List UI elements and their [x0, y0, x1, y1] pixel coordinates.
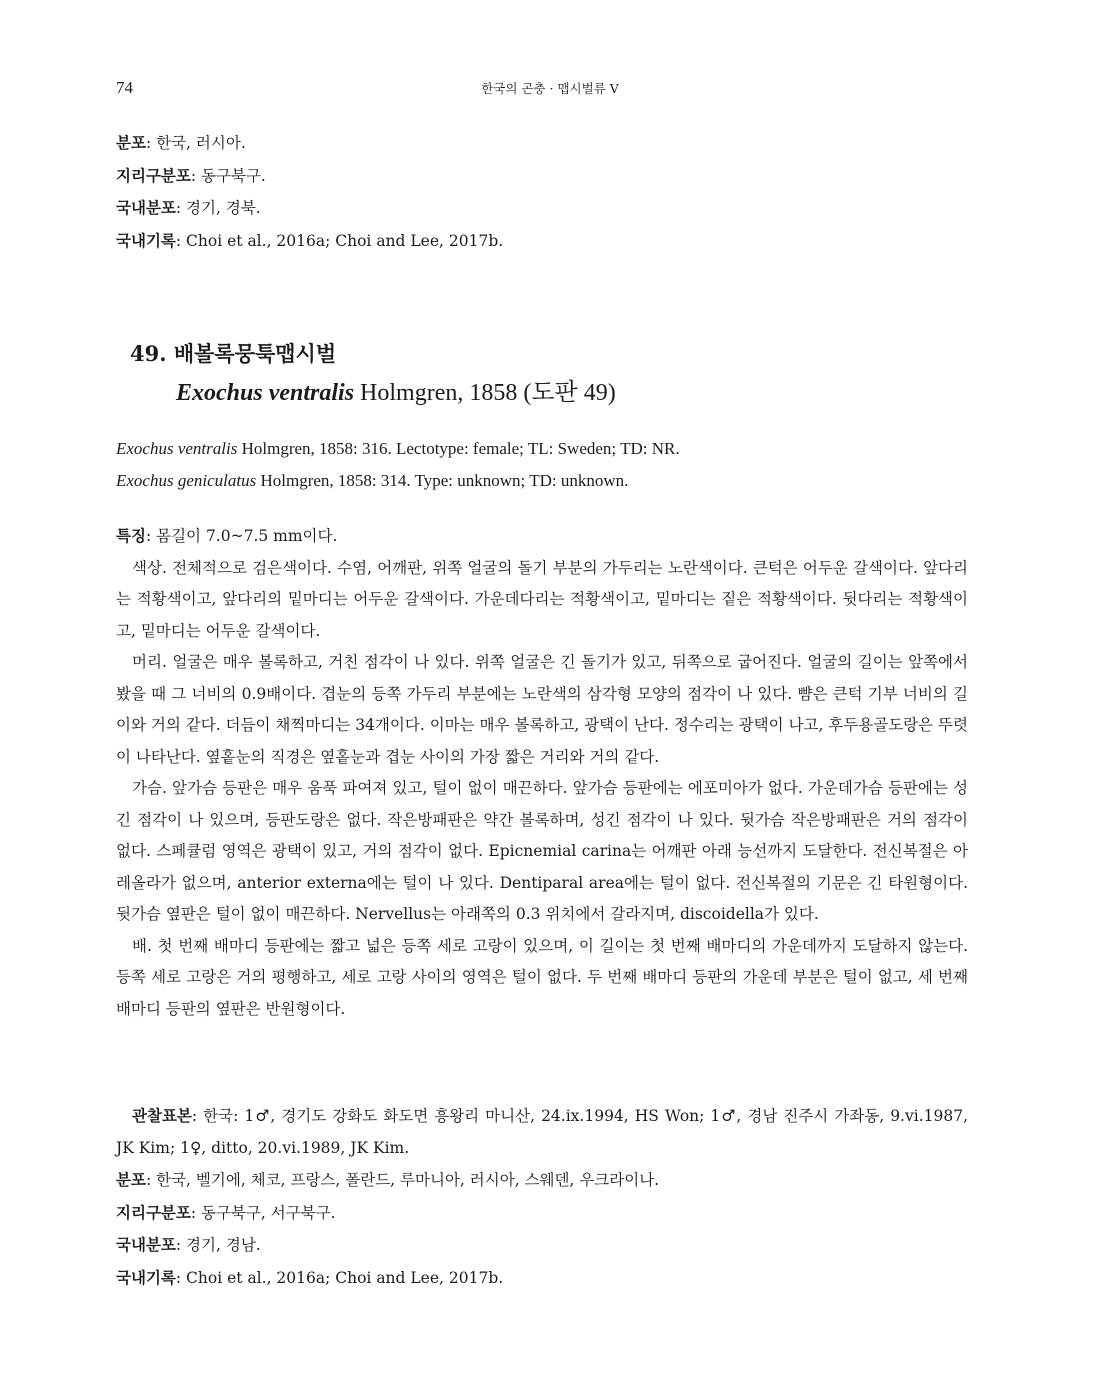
synonym-item: Exochus geniculatus Holmgren, 1858: 314. Type: unknown; TD: unknown. — [116, 470, 629, 490]
prev-zoogeo-distribution: 지리구분포: 동구북구. — [116, 165, 266, 185]
material-distribution — [116, 1100, 968, 1294]
domestic-distribution: 국내분포: 경기, 경남. — [116, 1235, 261, 1254]
synonym-item: Exochus ventralis Holmgren, 1858: 316. Lectotype: female; TL: Sweden; TD: NR. — [116, 439, 680, 458]
species-heading: 49. 배볼록뭉툭맵시벌 — [130, 341, 337, 366]
species-scientific-name: Exochus ventralis Holmgren, 1858 (도판 49) — [176, 380, 616, 406]
distribution: 분포: 한국, 벨기에, 체코, 프랑스, 폴란드, 루마니아, 러시아, 스웨덴, 우크라이나. — [116, 1170, 660, 1189]
domestic-records: 국내기록: Choi et al., 2016a; Choi and Lee, 2017b. — [116, 1267, 504, 1287]
prev-domestic-distribution: 국내분포: 경기, 경북. — [116, 198, 261, 217]
feature-line: 특징: 몸길이 7.0~7.5 mm이다. — [116, 526, 338, 545]
zoogeo-distribution: 지리구분포: 동구북구, 서구북구. — [116, 1202, 336, 1222]
abdomen-paragraph: 배. 첫 번째 배마디 등판에는 짧고 넓은 등쪽 세로 고랑이 있으며, 이 길이는 첫 번째 배마디의 가운데까지 도달하지 않는다. 등쪽 세로 고랑은 거의 평행하고, 세로 고랑 사이의 영역은 털이 없다. 두 번째 배마디 등판의 가운데 부분은 털이 없고, 세 번째 배마디 등판의 옆판은 반원형이다. — [116, 936, 968, 1018]
species-description — [116, 520, 968, 1025]
running-title: 한국의 곤충 · 맵시벌류 V — [481, 81, 619, 96]
page-number: 74 — [116, 78, 133, 97]
examined-material: 관찰표본: 한국: 1♂, 경기도 강화도 화도면 흥왕리 마니산, 24.ix.1994, HS Won; 1♂, 경남 진주시 가좌동, 9.vi.1987, JK Kim; 1♀, ditto, 20.vi.1989, JK Kim. — [116, 1106, 968, 1157]
synonym-list — [116, 433, 968, 496]
color-paragraph: 색상. 전체적으로 검은색이다. 수염, 어깨판, 위쪽 얼굴의 돌기 부분의 가두리는 노란색이다. 큰턱은 어두운 갈색이다. 앞다리는 적황색이고, 앞다리의 밑마디는 어두운 갈색이다. 가운데다리는 적황색이고, 밑마디는 짙은 적황색이다. 뒷다리는 적황색이고, 밑마디는 어두운 갈색이다. — [116, 558, 968, 640]
thorax-paragraph: 가슴. 앞가슴 등판은 매우 움푹 파여져 있고, 털이 없이 매끈하다. 앞가슴 등판에는 에포미아가 없다. 가운데가슴 등판에는 성긴 점각이 나 있으며, 등판도랑은 없다. 작은방패판은 약간 볼록하며, 성긴 점각이 나 있다. 뒷가슴 작은방패판은 거의 점각이 없다. 스페큘럼 영역은 광택이 있고, 거의 점각이 없다. Epicnemial carina는 어깨판 아래 능선까지 도달한다. 전신복절은 아레올라가 없으며, anterior externa에는 털이 나 있다. Dentiparal area에는 털이 없다. 전신복절의 기문은 긴 타원형이다. 뒷가슴 옆판은 털이 없이 매끈하다. Nervellus는 아래쪽의 0.3 위치에서 갈라지며, discoidella가 있다. — [116, 779, 968, 923]
prev-distribution: 분포: 한국, 러시아. — [116, 133, 246, 152]
prev-domestic-records: 국내기록: Choi et al., 2016a; Choi and Lee, 2017b. — [116, 230, 504, 250]
prev-species-info — [116, 127, 968, 257]
head-paragraph: 머리. 얼굴은 매우 볼록하고, 거친 점각이 나 있다. 위쪽 얼굴은 긴 돌기가 있고, 뒤쪽으로 굽어진다. 얼굴의 길이는 앞쪽에서 봤을 때 그 너비의 0.9배이다. 겹눈의 등쪽 가두리 부분에는 노란색의 삼각형 모양의 점각이 나 있다. 뺨은 큰턱 기부 너비의 길이와 거의 같다. 더듬이 채찍마디는 34개이다. 이마는 매우 볼록하고, 광택이 난다. 정수리는 광택이 나고, 후두용골도랑은 뚜렷이 나타난다. 옆홑눈의 직경은 옆홑눈과 겹눈 사이의 가장 짧은 거리와 거의 같다. — [116, 653, 968, 766]
